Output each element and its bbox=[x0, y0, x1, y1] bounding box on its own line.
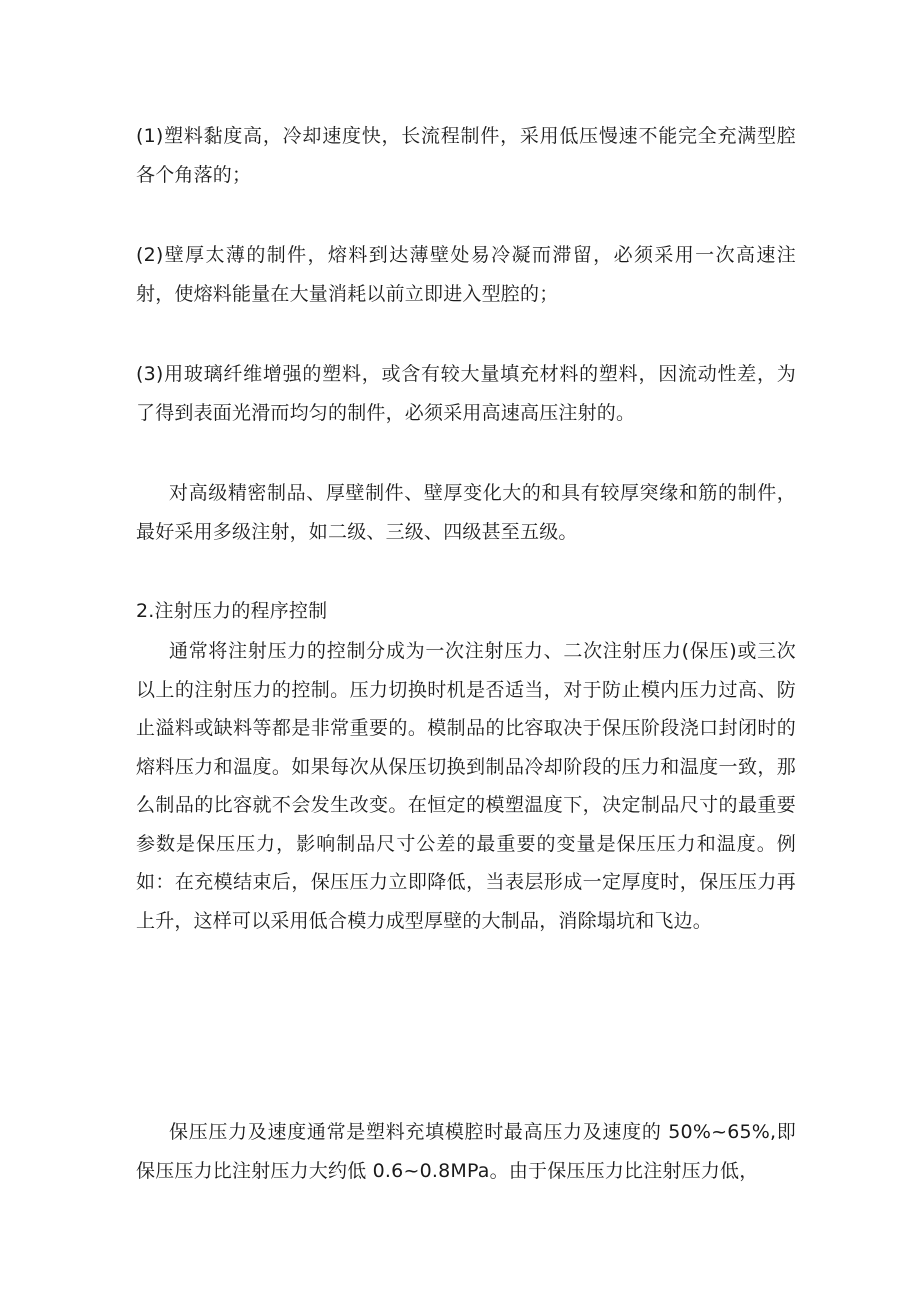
paragraph-item-3: (3)用玻璃纤维增强的塑料，或含有较大量填充材料的塑料，因流动性差，为了得到表面光滑而均匀的制件，必须采用高速高压注射的。 bbox=[136, 363, 796, 424]
paragraph-item-1: (1)塑料黏度高，冷却速度快，长流程制件，采用低压慢速不能完全充满型腔各个角落的； bbox=[136, 125, 796, 186]
paragraph-pressure-control: 通常将注射压力的控制分成为一次注射压力、二次注射压力(保压)或三次以上的注射压力的控制。压力切换时机是否适当，对于防止模内压力过高、防止溢料或缺料等都是非常重要的。模制品的比容取决于保压阶段浇口封闭时的熔料压力和温度。如果每次从保压切换到制品冷却阶段的压力和温度一致，那么制品的比容就不会发生改变。在恒定的模塑温度下，决定制品尺寸的最重要参数是保压压力，影响制品尺寸公差的最重要的变量是保压压力和温度。例如：在充模结束后，保压压力立即降低，当表层形成一定厚度时，保压压力再上升，这样可以采用低合模力成型厚壁的大制品，消除塌坑和飞边。 bbox=[136, 640, 796, 932]
paragraph-item-2: (2)壁厚太薄的制件，熔料到达薄壁处易冷凝而滞留，必须采用一次高速注射，使熔料能量在大量消耗以前立即进入型腔的； bbox=[136, 244, 796, 305]
section-heading: 2.注射压力的程序控制 bbox=[136, 600, 328, 622]
paragraph-high-precision: 对高级精密制品、厚壁制件、壁厚变化大的和具有较厚突缘和筋的制件，最好采用多级注射，如二级、三级、四级甚至五级。 bbox=[136, 482, 796, 543]
paragraph-holding-pressure: 保压压力及速度通常是塑料充填模腔时最高压力及速度的 50%~65%,即保压压力比注射压力大约低 0.6~0.8MPa。由于保压压力比注射压力低， bbox=[136, 1121, 796, 1182]
